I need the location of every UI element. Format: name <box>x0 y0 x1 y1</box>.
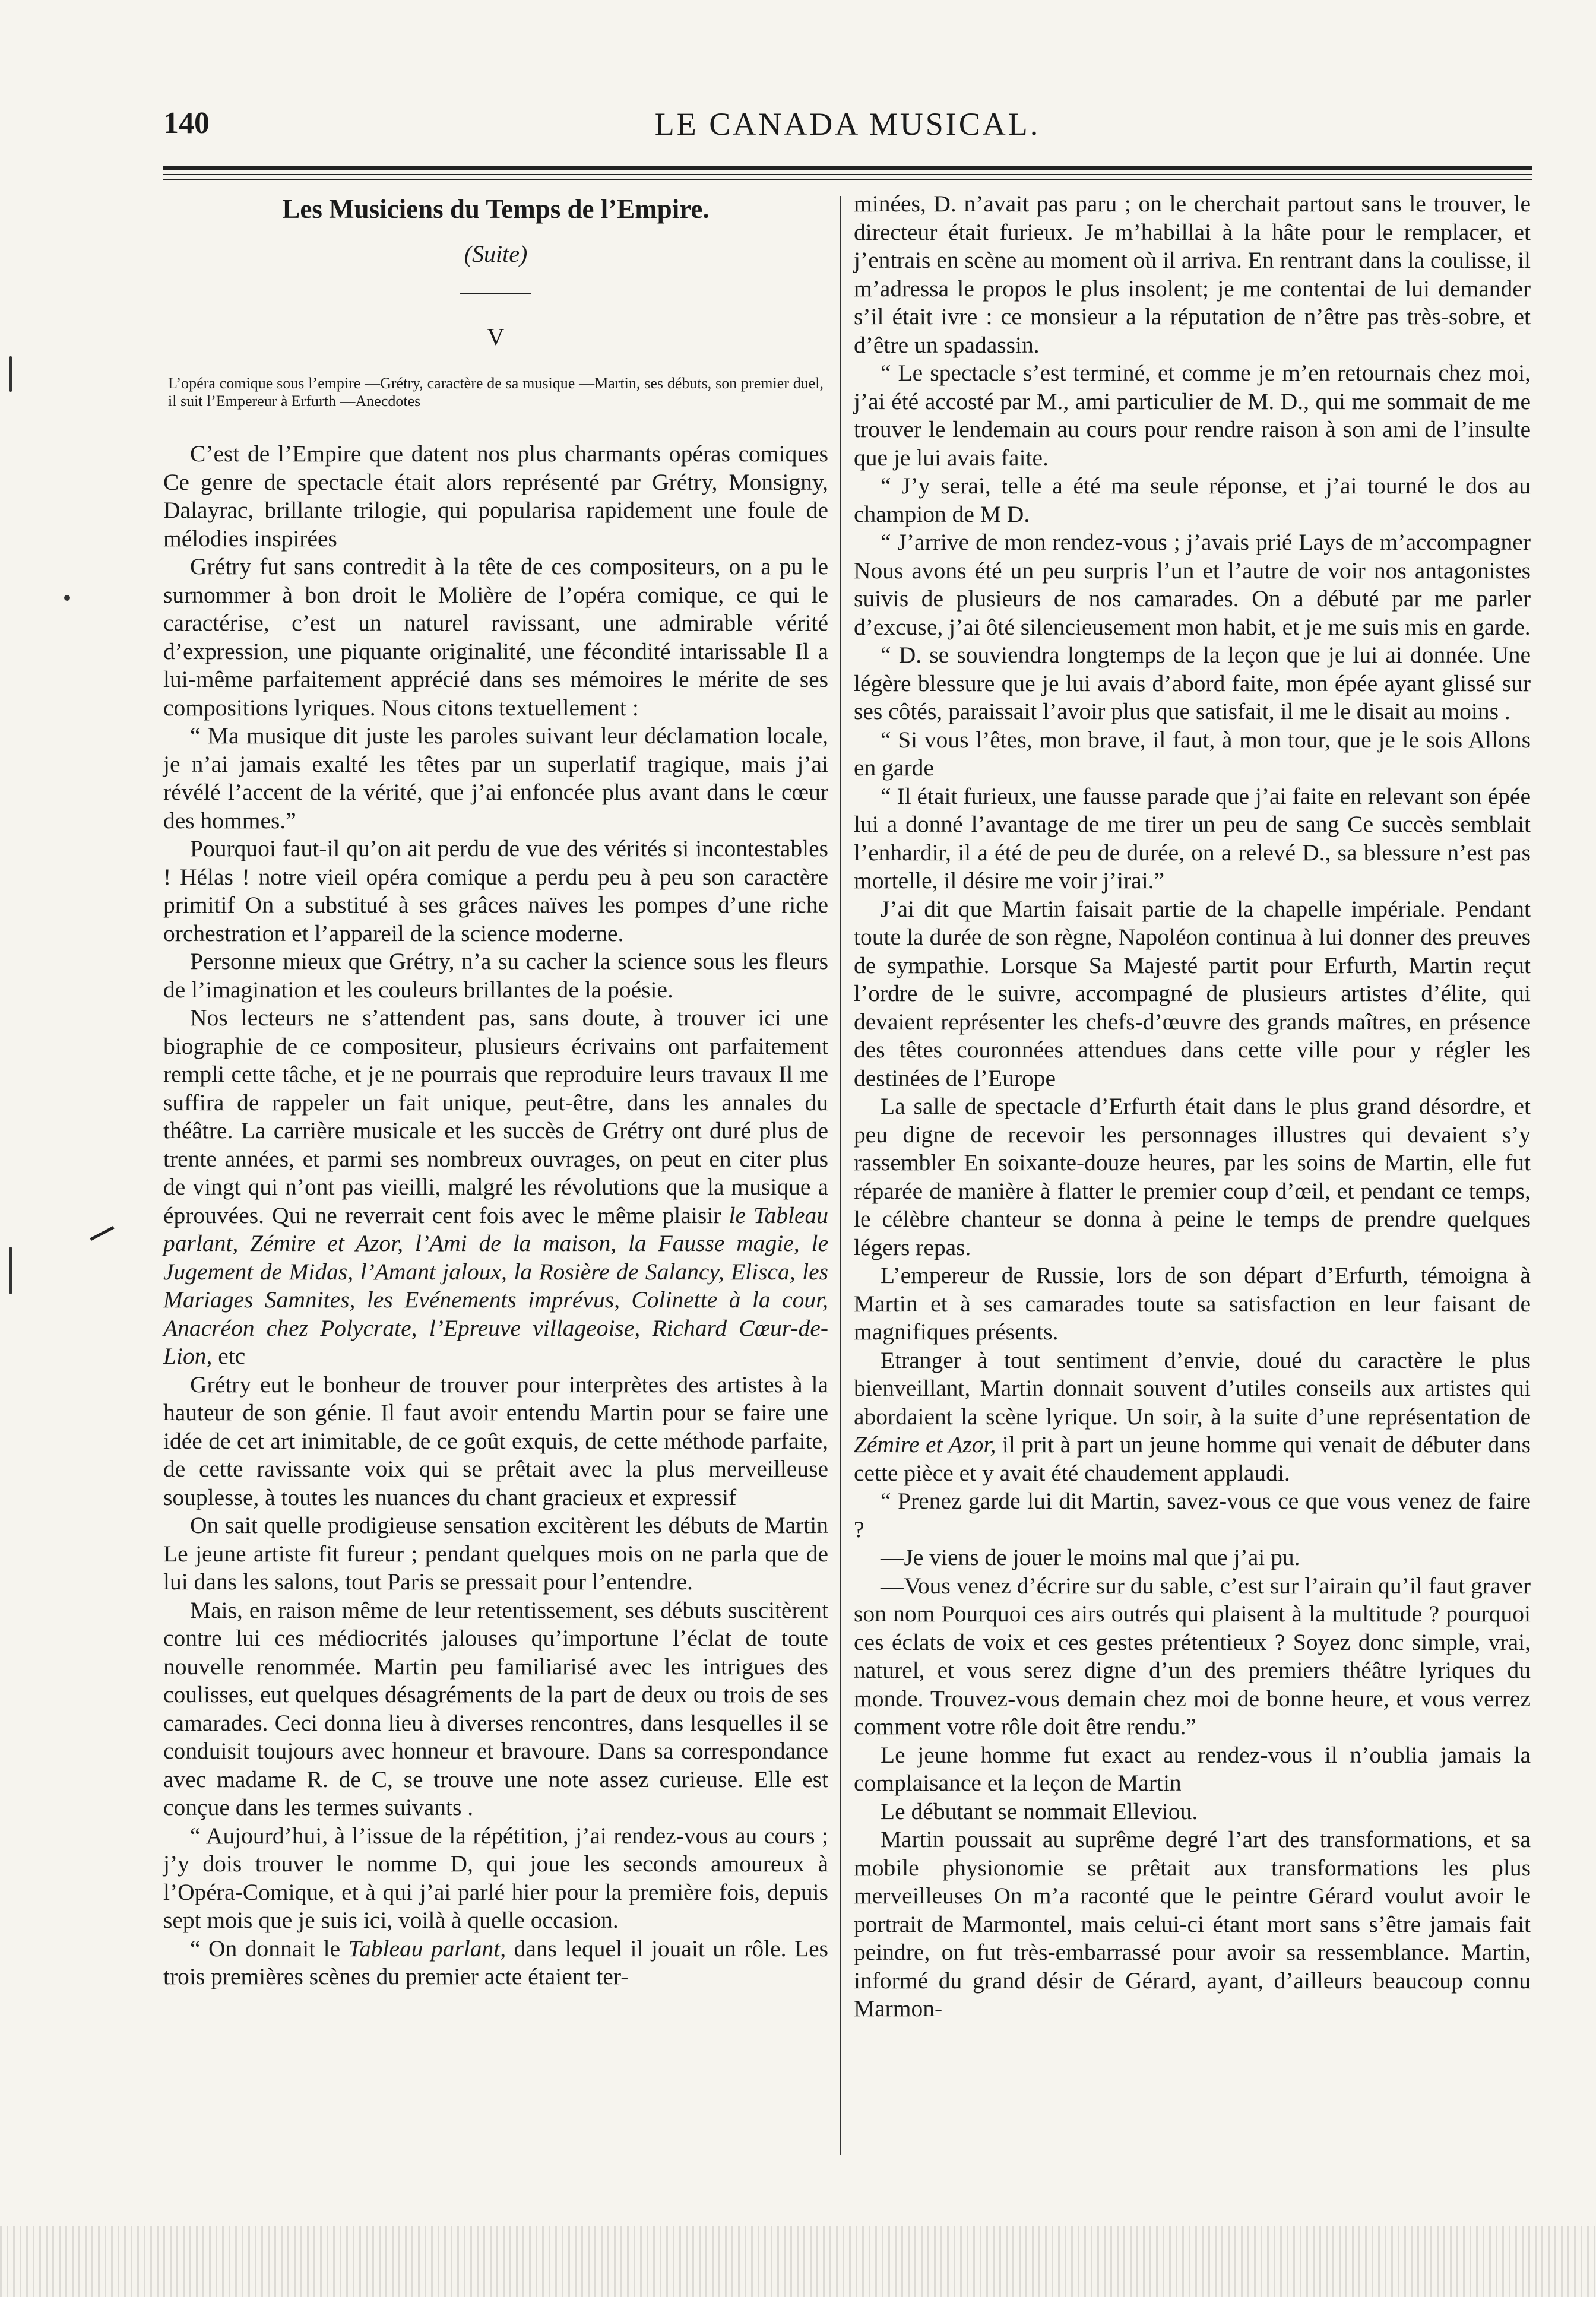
header-rule-thick <box>163 166 1532 170</box>
article-subtitle: (Suite) <box>464 240 528 267</box>
text-run: etc <box>218 1343 246 1369</box>
paragraph <box>854 1346 1531 1488</box>
letter-quotation: “ D. se souviendra longtemps de la leçon que je lui ai donnée. Une légère blessure que je lui avais d’abord faite, mon épée ayant glissé sur ses côtés, paraissait l’avoir plus que satisfait, il me le disait au moins . <box>854 642 1531 724</box>
italic-opera-titles: le Tableau parlant, Zémire et Azor, l’Ami de la maison, la Fausse magie, le Jugement de Midas, l’Amant jaloux, la Rosière de Salancy, Elisca, les Mariages Samnites, les Evénements imprévus, Colinette à la cour, Anacréon chez Polycrate, l’Epreuve villageoise, Richard Cœur-de-Lion, <box>163 1202 829 1369</box>
right-column <box>854 190 1531 2023</box>
letter-quotation: “ Aujourd’hui, à l’issue de la répétition, j’ai rendez-vous au cours ; j’y dois trouver le nomme D, qui joue les seconds amoureux à l’Opéra-Comique, et à qui j’ai parlé hier pour la première fois, depuis sept mois que je suis ici, voilà à quelle occasion. <box>163 1822 828 1933</box>
letter-quotation <box>163 1935 828 1991</box>
letter-quotation: “ J’arrive de mon rendez-vous ; j’avais prié Lays de m’accompagner Nous avons été un peu surpris l’un et l’autre de voir nos antagonistes suivis de plusieurs de nos camarades. On a débuté par me parler d’excuse, j’ai ôté silencieusement mon habit, et je me suis mis en garde. <box>854 529 1531 640</box>
text-run: “ On donnait le <box>190 1935 341 1962</box>
dialogue-line: —Vous venez d’écrire sur du sable, c’est sur l’airain qu’il faut graver son nom Pourquoi ces airs outrés qui plaisent à la multitude ? pourquoi ces éclats de voix et ces gestes prétentieux ? Soyez donc simple, vrai, naturel, et vous serez digne d’un des premiers théâtre lyriques du monde. Trouvez-vous demain chez moi de bonne heure, et vous verrez comment votre rôle doit être rendu.” <box>854 1572 1531 1740</box>
paragraph: Grétry eut le bonheur de trouver pour interprètes des artistes à la hauteur de son génie. Il faut avoir entendu Martin pour se faire une idée de cet art inimitable, de ce goût exquis, de cette méthode parfaite, de cette ravissante voix qui se prêtait avec la plus merveilleuse souplesse, à toutes les nuances du chant gracieux et expressif <box>163 1371 828 1510</box>
title-separator <box>460 293 531 294</box>
letter-quotation: “ Si vous l’êtes, mon brave, il faut, à mon tour, que je le sois Allons en garde <box>854 726 1531 781</box>
edge-stain <box>10 1247 12 1294</box>
paragraph-continued: minées, D. n’avait pas paru ; on le cherchait partout sans le trouver, le directeur était furieux. Je m’habillai à la hâte pour le remplacer, et j’entrais en scène au moment où il arriva. En rentrant dans la coulisse, il m’adressa le propos le plus insolent; je me contentai de lui demander s’il était ivre : ce monsieur a la réputation de n’être pas très-sobre, et d’être un spadassin. <box>854 191 1531 358</box>
letter-quotation: “ J’y serai, telle a été ma seule réponse, et j’ai tourné le dos au champion de M D. <box>854 473 1531 527</box>
dialogue-line: —Je viens de jouer le moins mal que j’ai pu. <box>881 1544 1300 1570</box>
header-rule-thin <box>163 174 1532 175</box>
paragraph: C’est de l’Empire que datent nos plus charmants opéras comiques Ce genre de spectacle était alors représenté par Grétry, Monsigny, Dalayrac, brillante trilogie, qui popularisa rapidement une foule de mélodies inspirées <box>163 441 828 552</box>
paragraph: Le débutant se nommait Elleviou. <box>881 1798 1198 1824</box>
paragraph: Martin poussait au suprême degré l’art des transformations, et sa mobile physionomie se prêtait aux transformations les plus merveilleuses On m’a raconté que le peintre Gérard voulut avoir le portrait de Marmontel, mais celui-ci étant mort sans s’être jamais fait peindre, on fut très-embarrassé pour avoir sa ressemblance. Martin, informé du grand désir de Gérard, ayant, d’ailleurs beaucoup connu Marmon- <box>854 1826 1531 2022</box>
paragraph-works-list <box>163 1004 828 1371</box>
text-run: Nos lecteurs ne s’attendent pas, sans doute, à trouver ici une biographie de ce compositeur, plusieurs écrivains ont parfaitement rempli cette tâche, et je ne pourrais que reproduire leurs travaux Il me suffira de rappeler un fait unique, peut-être, dans les annales du théâtre. La carrière musicale et les succès de Grétry ont duré plus de trente années, et parmi ses nombreux ouvrages, on peut en citer plus de vingt qui n’ont pas vieilli, malgré les révolutions que la musique a éprouvées. Qui ne reverrait cent fois avec le même plaisir <box>163 1005 828 1228</box>
paragraph: La salle de spectacle d’Erfurth était dans le plus grand désordre, et peu digne de recevoir les personnages illustres qui devaient s’y rassembler En soixante-douze heures, par les soins de Martin, elle fut réparée de manière à flatter le premier coup d’œil, et pendant ce temps, le célèbre chanteur se donna à peine le temps de prendre quelques légers repas. <box>854 1093 1531 1260</box>
journal-title: LE CANADA MUSICAL. <box>654 106 1041 142</box>
paragraph: J’ai dit que Martin faisait partie de la chapelle impériale. Pendant toute la durée de son règne, Napoléon continua à lui donner des preuves de sympathie. Lorsque Sa Majesté partit pour Erfurth, Martin reçut l’ordre de le suivre, accompagné de plusieurs artistes d’élite, qui devaient représenter les chefs-d’œuvre des grands maîtres, en présence des têtes couronnées attendues dans cette ville pour y régler les destinées de l’Europe <box>854 895 1531 1091</box>
paragraph: On sait quelle prodigieuse sensation excitèrent les débuts de Martin Le jeune artiste fit fureur ; pendant quelques mois on ne parla que de lui dans les salons, tout Paris se pressait pour l’entendre. <box>163 1512 828 1595</box>
header-rule-thin-lower <box>163 179 1532 180</box>
section-numeral: V <box>487 324 505 350</box>
paragraph: L’empereur de Russie, lors de son départ d’Erfurth, témoigna à Martin et à ses camarades toute sa satisfaction en leur faisant de magnifiques présents. <box>854 1262 1531 1345</box>
paragraph: Pourquoi faut-il qu’on ait perdu de vue des vérités si incontestables ! Hélas ! notre vieil opéra comique a perdu peu à peu son caractère primitif On a substitué à ses grâces naïves les pompes d’une riche orchestration et l’appareil de la science moderne. <box>163 835 828 946</box>
text-run: Etranger à tout sentiment d’envie, doué du caractère le plus bienveillant, Martin donnait souvent d’utiles conseils aux artistes qui abordaient la scène lyrique. Un soir, à la suite d’une représentation de <box>854 1346 1531 1430</box>
paragraph: Mais, en raison même de leur retentissement, ses débuts suscitèrent contre lui ces médiocrités jalouses qu’importune l’éclat de toute nouvelle renommée. Martin peu familiarisé avec les intrigues des coulisses, eut quelques désagréments de la part de deux ou trois de ses camarades. Ceci donna lieu à diverses rencontres, dans lesquelles il se conduisit toujours avec honneur et bravoure. Dans sa correspondance avec madame R. de C, se trouve une note assez curieuse. Elle est conçue dans les termes suivants . <box>163 1596 828 1820</box>
edge-stain <box>10 356 12 392</box>
italic-opera-title: Tableau parlant, <box>348 1935 506 1962</box>
margin-pencil-mark <box>90 1226 114 1241</box>
text-run: dans lequel il jouait un rôle. Les trois premières scènes du premier acte étaient ter- <box>163 1935 829 1989</box>
running-head <box>163 106 1532 153</box>
column-divider <box>840 196 841 2155</box>
letter-quotation: “ Il était furieux, une fausse parade que j’ai faite en relevant son épée lui a donné l’avantage de me tirer un peu de sang Ce succès semblait l’enhardir, il a été de peu de durée, on a relevé D., sa blessure n’est pas mortelle, il désire me voir j’irai.” <box>854 782 1531 894</box>
scan-edge-noise <box>0 2226 1596 2297</box>
text-run: il prit à part un jeune homme qui venait de débuter dans cette pièce et y avait été chaudement applaudi. <box>854 1431 1531 1486</box>
letter-quotation: “ Le spectacle s’est terminé, et comme je m’en retournais chez moi, j’ai été accosté par M., ami particulier de M. D., qui me sommait de me trouver le lendemain au cours pour rendre raison à son ami de l’insulte que je lui avais faite. <box>854 360 1531 471</box>
ink-speck <box>64 595 70 601</box>
left-column <box>163 190 828 1991</box>
dialogue-line: “ Prenez garde lui dit Martin, savez-vous ce que vous venez de faire ? <box>854 1488 1531 1542</box>
italic-opera-title: Zémire et Azor, <box>854 1431 996 1458</box>
paragraph: Le jeune homme fut exact au rendez-vous il n’oublia jamais la complaisance et la leçon de Martin <box>854 1741 1531 1796</box>
article-title: Les Musiciens du Temps de l’Empire. <box>282 194 710 224</box>
chapter-summary: L’opéra comique sous l’empire —Grétry, caractère de sa musique —Martin, ses débuts, son premier duel, il suit l’Empereur à Erfurth —Anecdotes <box>168 375 824 410</box>
quotation: “ Ma musique dit juste les paroles suivant leur déclamation locale, je n’ai jamais exalté les têtes par un superlatif tragique, mais j’ai révélé l’accent de la vérité, que j’ai enfoncée plus avant dans le cœur des hommes.” <box>163 723 828 834</box>
paragraph: Personne mieux que Grétry, n’a su cacher la science sous les fleurs de l’imagination et les couleurs brillantes de la poésie. <box>163 948 828 1003</box>
page-number: 140 <box>163 106 210 140</box>
paragraph: Grétry fut sans contredit à la tête de ces compositeurs, on a pu le surnommer à bon droit le Molière de l’opéra comique, ce qui le caractérise, c’est un naturel ravissant, une admirable vérité d’expression, une piquante originalité, une fécondité intarissable Il a lui-même parfaitement apprécié dans ses mémoires le mérite de ses compositions lyriques. Nous citons textuellement : <box>163 553 828 721</box>
